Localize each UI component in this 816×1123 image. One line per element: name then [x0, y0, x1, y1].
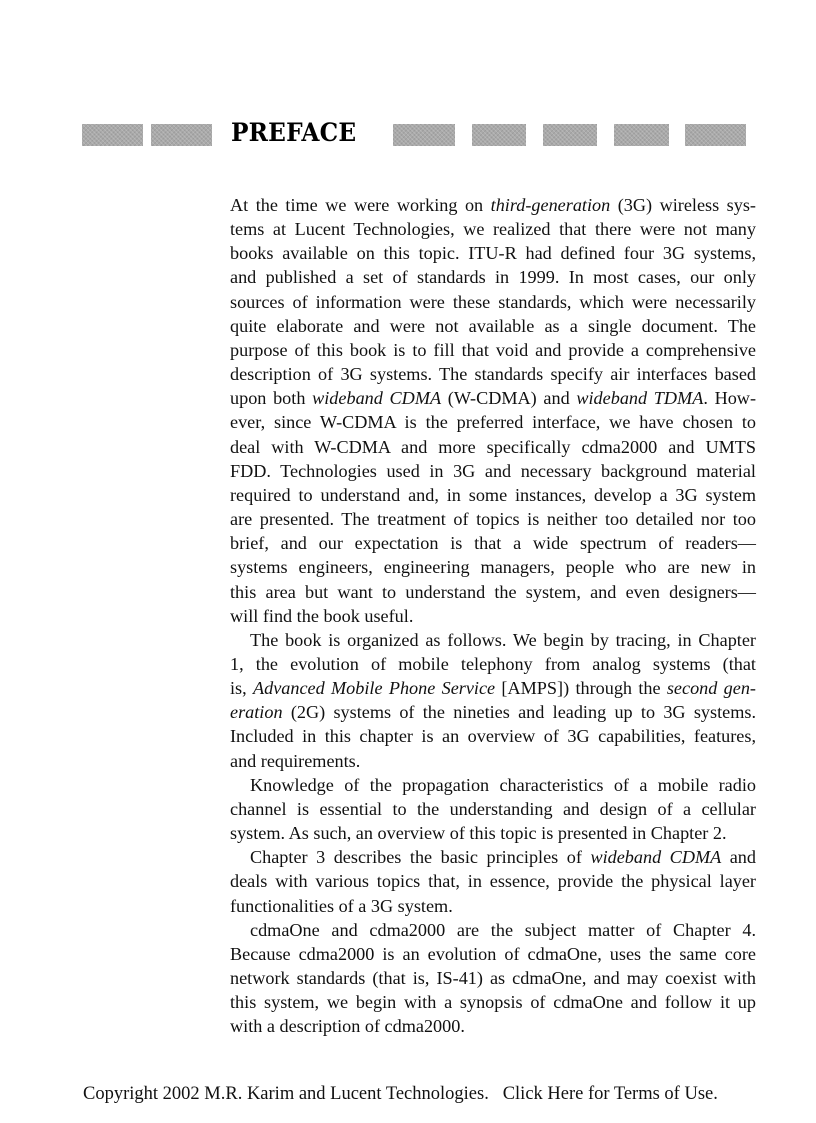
text-line: will find the book useful.	[230, 605, 414, 626]
footer	[83, 1082, 723, 1106]
paragraph	[230, 773, 756, 845]
text-line: required to understand and, in some instances, develop a 3G system	[230, 484, 756, 505]
text-line: description of 3G systems. The standards specify air interfaces based	[230, 364, 756, 385]
text-line: cdmaOne and cdma2000 are the subject matter of Chapter 4.	[250, 919, 756, 940]
header-decor-bar	[543, 124, 597, 146]
paragraph	[230, 628, 756, 773]
text-line: system. As such, an overview of this topic is presented in Chapter 2.	[230, 823, 727, 844]
emphasized-term: eration	[230, 702, 283, 723]
emphasized-term: Advanced Mobile Phone Service	[253, 678, 496, 699]
page-title: PREFACE	[231, 118, 357, 147]
header-decor-bar	[393, 124, 455, 146]
text-line: channel is essential to the understanding and design of a cellular	[230, 798, 756, 819]
text-line: this area but want to understand the system, and even designers—	[230, 581, 756, 602]
text-line: tems at Lucent Technologies, we realized that there were not many	[230, 219, 756, 240]
text-line: Knowledge of the propagation characteristics of a mobile radio	[250, 774, 756, 795]
text-line: brief, and our expectation is that a wide spectrum of readers—	[230, 533, 756, 554]
paragraph	[230, 193, 756, 628]
header-decor-bar	[151, 124, 212, 146]
header-decor-bar	[685, 124, 746, 146]
text-line: eration (2G) systems of the nineties and leading up to 3G systems.	[230, 702, 756, 723]
text-line: quite elaborate and were not available as a single document. The	[230, 315, 756, 336]
emphasized-term: wideband CDMA	[590, 847, 722, 868]
preface-body	[230, 193, 756, 1038]
text-line: FDD. Technologies used in 3G and necessary background material	[230, 460, 756, 481]
paragraph	[230, 918, 756, 1039]
text-line: Chapter 3 describes the basic principles of wideband CDMA and	[250, 847, 756, 868]
text-line: ever, since W-CDMA is the preferred interface, we have chosen to	[230, 412, 756, 433]
emphasized-term: third-generation	[490, 195, 611, 215]
text-line: is, Advanced Mobile Phone Service [AMPS]) through the second gen-	[230, 678, 756, 699]
text-line: The book is organized as follows. We begin by tracing, in Chapter	[250, 629, 756, 650]
emphasized-term: wideband TDMA	[576, 388, 704, 409]
text-line: and requirements.	[230, 750, 361, 771]
copyright-text: Copyright 2002 M.R. Karim and Lucent Technologies.	[83, 1084, 489, 1104]
text-line: network standards (that is, IS-41) as cdmaOne, and may coexist with	[230, 968, 756, 988]
text-line: books available on this topic. ITU-R had defined four 3G systems,	[230, 243, 756, 264]
text-line: systems engineers, engineering managers, people who are new in	[230, 557, 756, 578]
text-line: Included in this chapter is an overview of 3G capabilities, features,	[230, 726, 756, 747]
text-line: 1, the evolution of mobile telephony from analog systems (that	[230, 653, 756, 674]
emphasized-term: second gen-	[666, 678, 756, 699]
text-line: functionalities of a 3G system.	[230, 895, 453, 916]
text-line: Because cdma2000 is an evolution of cdmaOne, uses the same core	[230, 943, 756, 964]
text-line: purpose of this book is to fill that void and provide a comprehensive	[230, 339, 756, 360]
footer-separator	[489, 1084, 503, 1104]
text-line: At the time we were working on third-generation (3G) wireless sys-	[230, 195, 756, 215]
text-line: and published a set of standards in 1999. In most cases, our only	[230, 267, 756, 288]
text-line: upon both wideband CDMA (W-CDMA) and wideband TDMA. How-	[230, 388, 756, 409]
emphasized-term: wideband CDMA	[312, 388, 442, 409]
terms-of-use-link[interactable]: Click Here for Terms of Use.	[502, 1084, 718, 1104]
text-line: deal with W-CDMA and more specifically cdma2000 and UMTS	[230, 436, 756, 457]
text-line: deals with various topics that, in essence, provide the physical layer	[230, 871, 756, 892]
header-decor-bar	[82, 124, 143, 146]
paragraph	[230, 845, 756, 917]
header-decor-bar	[472, 124, 526, 146]
text-line: are presented. The treatment of topics is neither too detailed nor too	[230, 509, 756, 530]
text-line: with a description of cdma2000.	[230, 1016, 465, 1037]
text-line: this system, we begin with a synopsis of cdmaOne and follow it up	[230, 992, 756, 1013]
text-line: sources of information were these standards, which were necessarily	[230, 291, 756, 312]
header-decor-bar	[614, 124, 669, 146]
